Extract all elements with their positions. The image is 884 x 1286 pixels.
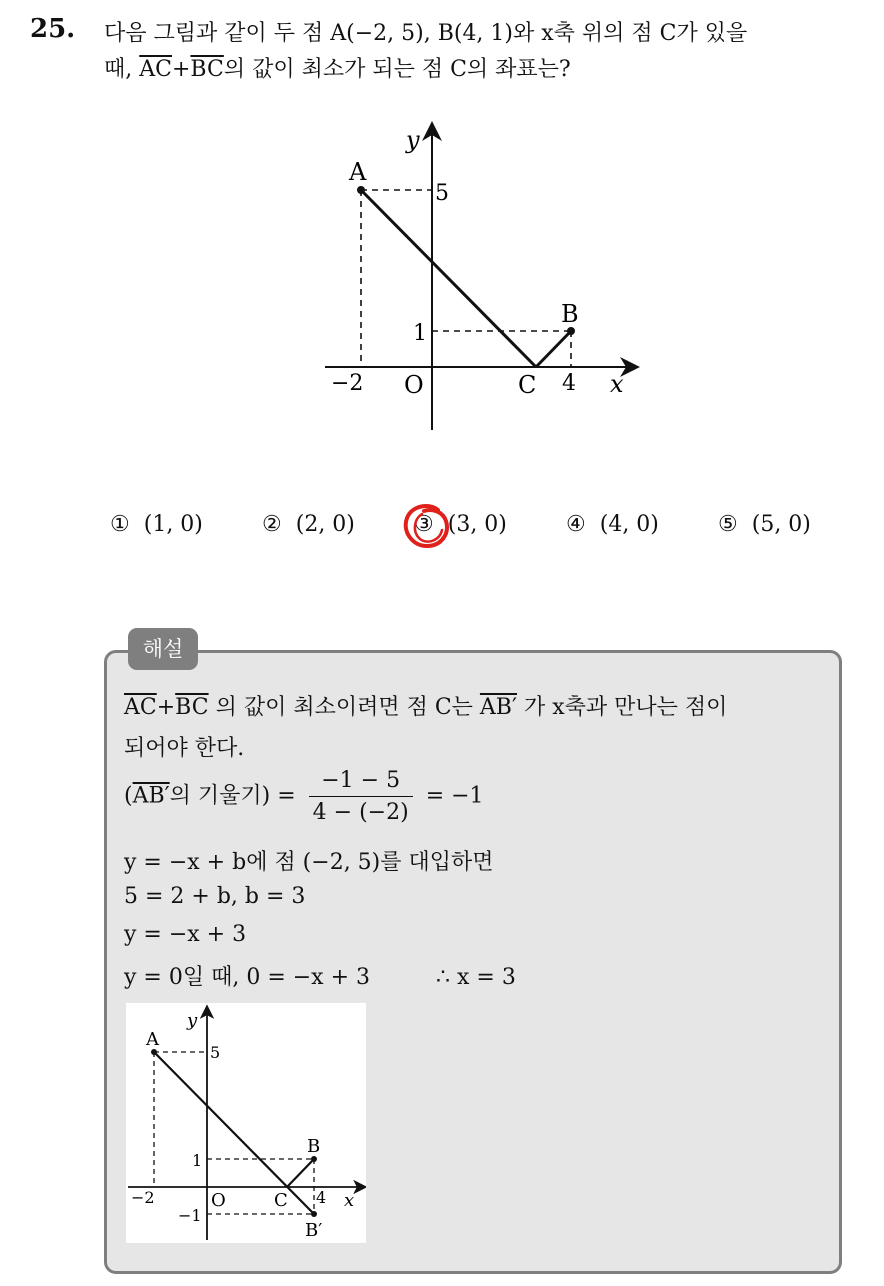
slope-result: = −1 [425,783,484,809]
solution-line6: y = −x + 3 [124,922,247,947]
sol-slope-text: 의 기울기) = [169,783,296,809]
solution-tag: 해설 [128,628,198,670]
y-axis-label: y [406,126,420,154]
solution-line4: y = −x + b에 점 (−2, 5)를 대입하면 [124,850,494,875]
choice-2-value: (2, 0) [295,512,355,537]
choice-4[interactable] [566,512,659,537]
sol-line1-mid: 의 값이 최소이려면 점 C는 [215,695,473,720]
choice-4-mark: ④ [566,512,586,537]
segment-bc-line [536,331,571,367]
segment-ac: $\overline{AC}$ [139,57,172,82]
solution-line2: 되어야 한다. [124,736,245,761]
point-c-label: C [518,371,537,399]
question-line2-suffix: 의 값이 최소가 되는 점 C의 좌표는? [223,57,571,82]
sg-point-bp-dot [311,1211,317,1217]
choice-2[interactable] [262,512,355,537]
selected-answer-circle-icon [400,502,456,552]
choice-1-value: (1, 0) [143,512,203,537]
sg-point-b-label: B [307,1136,321,1157]
slope-fraction [309,768,413,825]
choice-3-mark: ③ [414,512,434,537]
plus-sign: + [171,57,191,82]
sg-point-bp-label: B′ [305,1220,323,1241]
question-text-line1: 다음 그림과 같이 두 점 A(−2, 5), B(4, 1)와 x축 위의 점 C가 있을 [104,21,748,46]
sg-tick-xm2: −2 [131,1188,155,1207]
sg-point-c-label: C [274,1190,288,1211]
choice-4-value: (4, 0) [599,512,659,537]
point-a-dot [357,186,365,194]
sg-tick-y1: 1 [192,1151,203,1170]
choice-1-mark: ① [110,512,130,537]
slope-numerator: −1 − 5 [309,768,413,797]
sol-line1-end: 가 x축과 만나는 점이 [523,695,728,720]
sg-tick-ym1: −1 [178,1206,202,1225]
sol-line7-result: ∴ x = 3 [436,965,516,990]
choice-1[interactable] [110,512,203,537]
sg-tick-y5: 5 [210,1043,221,1062]
choice-5[interactable] [718,512,811,537]
tick-y5: 5 [435,181,449,206]
sg-line-abp [154,1052,314,1214]
point-a-label: A [349,158,367,186]
sg-origin-label: O [211,1190,226,1211]
sg-x-axis-label: x [344,1190,355,1211]
slope-denominator: 4 − (−2) [312,800,409,825]
sol-plus: + [156,695,176,720]
choice-5-value: (5, 0) [751,512,811,537]
tick-y1: 1 [413,321,427,346]
solution-graph [126,1003,366,1243]
sol-paren: ( [124,783,133,809]
solution-line1 [124,690,727,721]
question-number: 25. [30,14,76,44]
sg-y-axis-label: y [187,1010,198,1031]
segment-bc: $\overline{BC}$ [190,57,224,82]
sol-segment-ac: $\overline{AC}$ [124,695,157,720]
origin-label: O [404,371,424,399]
question-text-line2 [104,52,571,83]
sg-line-cb [287,1159,314,1187]
sol-segment-bc: $\overline{BC}$ [175,695,209,720]
sol-slope-abp: AB′ [132,783,170,809]
main-graph [300,110,660,440]
choice-2-mark: ② [262,512,282,537]
solution-graph-panel [126,1003,366,1243]
point-b-label: B [561,300,579,328]
point-b-dot [567,327,575,335]
choice-5-mark: ⑤ [718,512,738,537]
choice-3-value: (3, 0) [447,512,507,537]
solution-line7 [124,960,516,991]
tick-xm2: −2 [331,371,364,396]
question-line2-prefix: 때, [104,57,133,82]
segment-ac-line [361,190,536,367]
sol-segment-abp: AB′ [479,695,517,720]
sg-point-a-label: A [146,1029,159,1050]
x-axis-label: x [610,370,624,398]
sg-tick-x4: 4 [316,1188,327,1207]
sol-line7-eq: y = 0일 때, 0 = −x + 3 [124,965,371,990]
tick-x4: 4 [562,371,576,396]
solution-line5: 5 = 2 + b, b = 3 [124,884,306,909]
solution-slope-line [124,768,484,825]
